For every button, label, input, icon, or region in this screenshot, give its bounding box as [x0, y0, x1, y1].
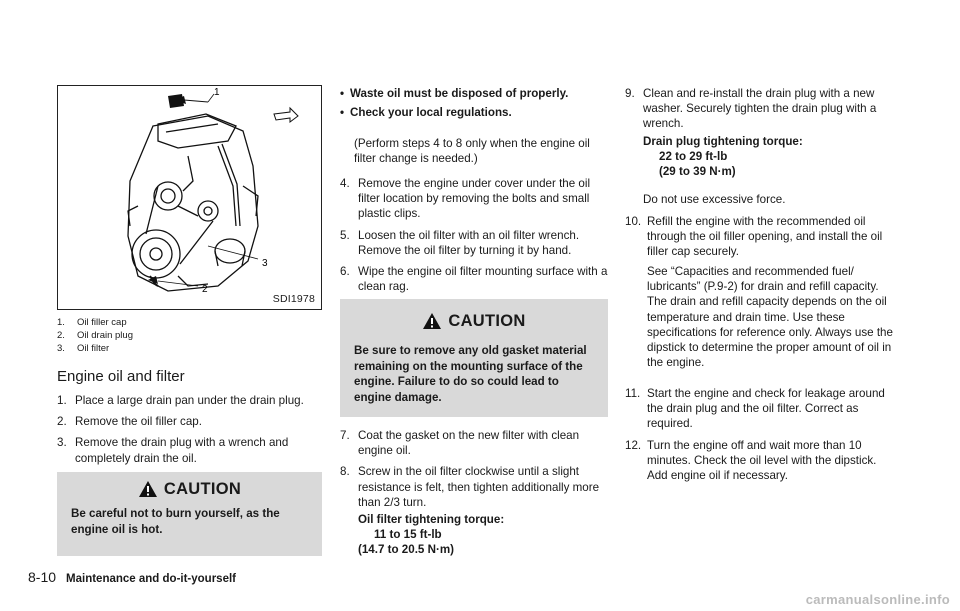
page-footer — [28, 569, 236, 585]
section-name: Maintenance and do-it-yourself — [66, 573, 236, 585]
torque-label: Oil filter tightening torque: — [358, 513, 505, 526]
capacity-note: See “Capacities and recommended fuel/ lubricants” (P.9-2) for drain and refill capacity. The drain and refill capacity depends on the oil temperature and drain time. Use these specifications for reference only. Always use the dipstick to determine the proper amount of oil in the engine. — [647, 265, 893, 370]
torque-label: Drain plug tightening torque: — [643, 135, 803, 148]
legend-item: 3. Oil filter — [57, 343, 110, 354]
torque-value-metric: (14.7 to 20.5 N·m) — [358, 543, 454, 557]
warning-icon — [138, 480, 158, 498]
step-item: 4. Remove the engine under cover under the oil filter location by removing the bolts and small plastic clips. — [340, 177, 591, 221]
figure-code: SDI1978 — [272, 293, 315, 305]
engine-figure — [57, 85, 322, 310]
warning-icon — [422, 312, 442, 330]
step-item: 12. Turn the engine off and wait more than 10 minutes. Check the oil level with the dipstick. Add engine oil if necessary. — [625, 438, 877, 483]
step-item: 11. Start the engine and check for leakage around the drain plug and the oil filter. Correct as required. — [625, 387, 885, 431]
caution-title: CAUTION — [163, 479, 242, 498]
filter-torque — [358, 512, 608, 558]
caution-box — [340, 299, 608, 417]
watermark: carmanualsonline.info — [805, 592, 950, 607]
legend-item: 1. Oil filler cap — [57, 317, 127, 328]
col3-steps-end — [625, 386, 897, 489]
callout-3: 3 — [262, 258, 268, 269]
col2-steps-lower — [340, 428, 608, 510]
col3-step10 — [625, 214, 897, 260]
legend-item: 2. Oil drain plug — [57, 330, 133, 341]
step-item: 9. Clean and re-install the drain plug with a new washer. Securely tighten the drain plug with a wrench. — [625, 87, 877, 131]
section-heading: Engine oil and filter — [57, 368, 185, 385]
step-item: 7. Coat the gasket on the new filter with clean engine oil. — [340, 429, 580, 458]
torque-value: 22 to 29 ft-lb — [659, 150, 728, 164]
bullet-item: • Check your local regulations. — [340, 106, 512, 119]
caution-text: Be sure to remove any old gasket material remaining on the mounting surface of the engine. Failure to do so could lead to engine damage. — [354, 344, 587, 404]
perform-note: (Perform steps 4 to 8 only when the engine oil filter change is needed.) — [354, 137, 590, 166]
figure-legend — [57, 316, 133, 355]
step-item: 2. Remove the oil filler cap. — [57, 415, 202, 429]
page-number: 8-10 — [28, 569, 57, 585]
step-item: 8. Screw in the oil filter clockwise until a slight resistance is felt, then tighten additionally more than 2/3 turn. — [340, 465, 600, 509]
torque-value: 11 to 15 ft-lb — [374, 528, 442, 542]
callout-2: 2 — [202, 284, 208, 295]
col2-steps — [340, 176, 608, 300]
bullet-item: • Waste oil must be disposed of properly. — [340, 87, 569, 100]
step-item: 6. Wipe the engine oil filter mounting surface with a clean rag. — [340, 265, 608, 294]
col3-step9 — [625, 86, 897, 132]
bullet-list — [340, 86, 608, 124]
col1-steps — [57, 393, 325, 472]
caution-text: Be careful not to burn yourself, as the engine oil is hot. — [71, 507, 280, 536]
step-item: 10. Refill the engine with the recommended oil through the oil filler opening, and install the oil filler cap securely. — [625, 215, 883, 259]
engine-illustration — [58, 86, 320, 308]
step-item: 3. Remove the drain plug with a wrench and completely drain the oil. — [57, 436, 289, 465]
callout-1: 1 — [214, 87, 220, 98]
plug-torque — [643, 134, 897, 180]
torque-value-metric: (29 to 39 N·m) — [659, 165, 736, 179]
caution-box — [57, 472, 322, 556]
caution-title: CAUTION — [448, 311, 526, 330]
step-item: 1. Place a large drain pan under the drain plug. — [57, 394, 304, 407]
no-force-note: Do not use excessive force. — [643, 193, 786, 206]
step-item: 5. Loosen the oil filter with an oil filter wrench. Remove the oil filter by turning it by hand. — [340, 228, 580, 257]
